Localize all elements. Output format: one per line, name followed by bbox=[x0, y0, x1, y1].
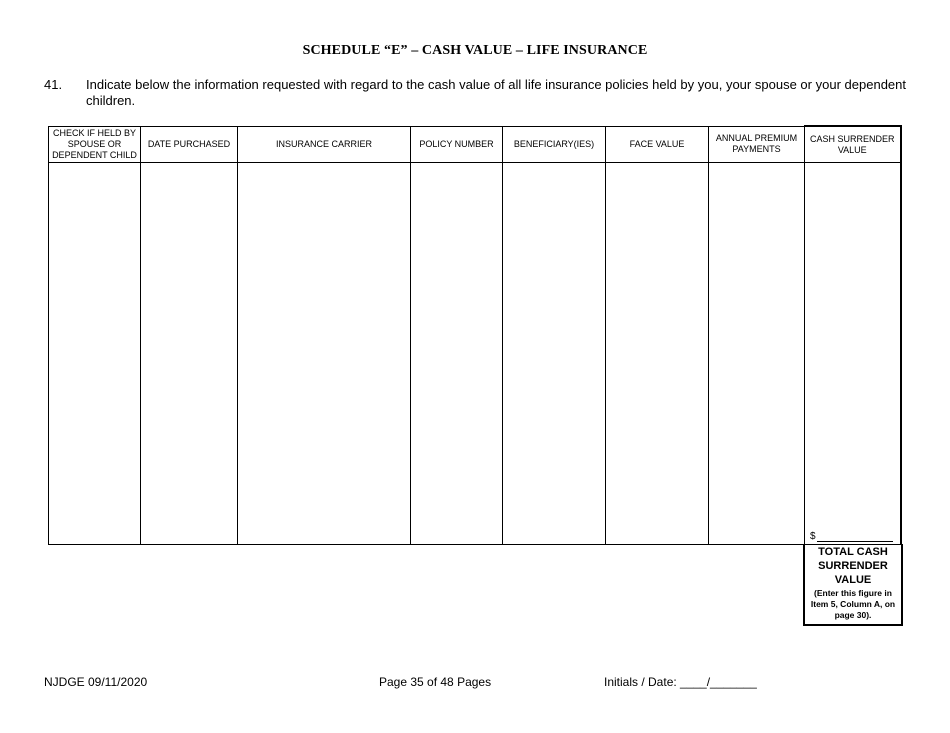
col-header-annual-premium: ANNUAL PREMIUM PAYMENTS bbox=[709, 126, 805, 163]
table-header-row bbox=[49, 126, 901, 163]
col-header-held-by-spouse: CHECK IF HELD BY SPOUSE OR DEPENDENT CHILD bbox=[49, 126, 141, 163]
table-row bbox=[49, 163, 901, 545]
face-value-cell[interactable] bbox=[606, 163, 709, 545]
total-note: (Enter this figure in Item 5, Column A, on page 30). bbox=[810, 588, 896, 620]
cash-surrender-value-cell[interactable] bbox=[805, 163, 901, 545]
annual-premium-cell[interactable] bbox=[709, 163, 805, 545]
form-id: NJDGE 09/11/2020 bbox=[44, 675, 148, 689]
col-header-policy-number: POLICY NUMBER bbox=[411, 126, 503, 163]
col-header-date-purchased: DATE PURCHASED bbox=[141, 126, 238, 163]
page-number: Page 35 of 48 Pages bbox=[379, 675, 492, 689]
page-title: SCHEDULE “E” – CASH VALUE – LIFE INSURANCE bbox=[302, 43, 648, 58]
beneficiaries-cell[interactable] bbox=[503, 163, 606, 545]
col-header-cash-surrender-value: CASH SURRENDER VALUE bbox=[805, 126, 901, 163]
item-number: 41. bbox=[44, 77, 63, 92]
held-by-spouse-cell[interactable] bbox=[49, 163, 141, 545]
total-amount-field[interactable] bbox=[817, 541, 893, 542]
total-currency-sign: $ bbox=[810, 531, 816, 542]
policy-number-cell[interactable] bbox=[411, 163, 503, 545]
total-label: TOTAL CASH SURRENDER VALUE bbox=[818, 546, 888, 586]
col-header-face-value: FACE VALUE bbox=[606, 126, 709, 163]
col-header-beneficiaries: BENEFICIARY(IES) bbox=[503, 126, 606, 163]
col-header-insurance-carrier: INSURANCE CARRIER bbox=[238, 126, 411, 163]
life-insurance-table bbox=[48, 125, 902, 545]
date-purchased-cell[interactable] bbox=[141, 163, 238, 545]
initials-date-field[interactable]: Initials / Date: ____/_______ bbox=[604, 675, 757, 689]
insurance-carrier-cell[interactable] bbox=[238, 163, 411, 545]
total-cash-surrender-box bbox=[803, 544, 903, 626]
item-instructions: Indicate below the information requested with regard to the cash value of all life insurance policies held by you, your spouse or your dependent children. bbox=[86, 77, 906, 108]
